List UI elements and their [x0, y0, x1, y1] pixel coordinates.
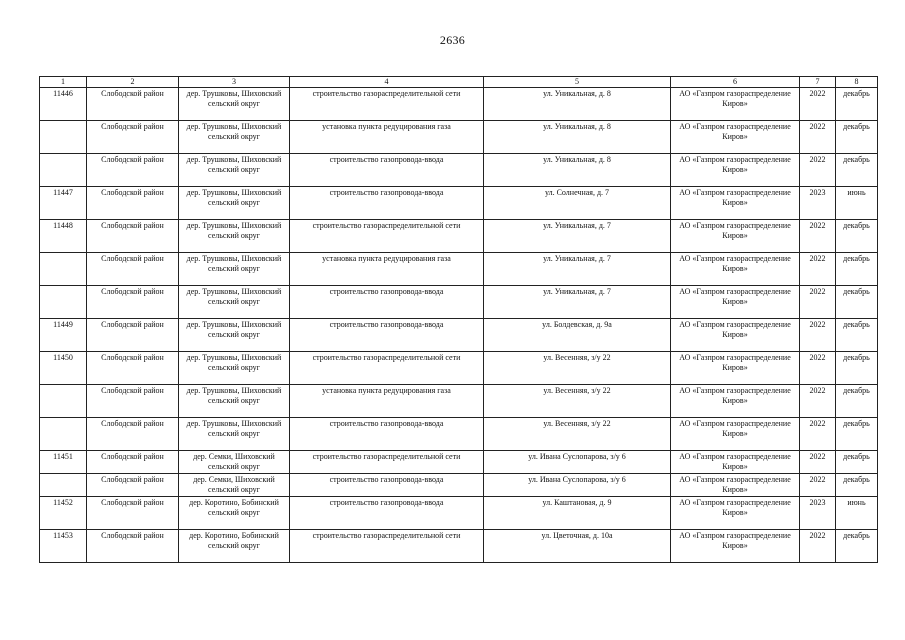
district-cell: Слободской район [87, 154, 179, 187]
table-row [40, 473, 878, 496]
month-cell: декабрь [836, 154, 878, 187]
district-cell: Слободской район [87, 529, 179, 562]
month-cell: декабрь [836, 529, 878, 562]
organization-cell: АО «Газпром газораспределение Киров» [671, 286, 800, 319]
object-number-cell: 11451 [40, 451, 87, 474]
work-type-cell: строительство газораспределительной сети [290, 529, 484, 562]
table-row [40, 496, 878, 529]
organization-cell: АО «Газпром газораспределение Киров» [671, 88, 800, 121]
settlement-cell: дер. Семки, Шиховский сельский округ [179, 473, 290, 496]
table-row [40, 418, 878, 451]
address-cell: ул. Уникальная, д. 7 [484, 220, 671, 253]
table-row [40, 352, 878, 385]
address-cell: ул. Каштановая, д. 9 [484, 496, 671, 529]
organization-cell: АО «Газпром газораспределение Киров» [671, 451, 800, 474]
object-number-cell: 11453 [40, 529, 87, 562]
organization-cell: АО «Газпром газораспределение Киров» [671, 121, 800, 154]
table-row [40, 121, 878, 154]
month-cell: декабрь [836, 451, 878, 474]
work-type-cell: строительство газораспределительной сети [290, 88, 484, 121]
table-row [40, 451, 878, 474]
settlement-cell: дер. Трушковы, Шиховский сельский округ [179, 220, 290, 253]
year-cell: 2022 [800, 385, 836, 418]
column-header: 5 [484, 77, 671, 88]
address-cell: ул. Уникальная, д. 7 [484, 253, 671, 286]
month-cell: декабрь [836, 385, 878, 418]
object-number-cell [40, 418, 87, 451]
month-cell: декабрь [836, 88, 878, 121]
year-cell: 2022 [800, 88, 836, 121]
table-body [40, 88, 878, 563]
district-cell: Слободской район [87, 418, 179, 451]
month-cell: июнь [836, 187, 878, 220]
organization-cell: АО «Газпром газораспределение Киров» [671, 154, 800, 187]
year-cell: 2023 [800, 187, 836, 220]
work-type-cell: установка пункта редуцирования газа [290, 121, 484, 154]
year-cell: 2022 [800, 154, 836, 187]
table-row [40, 154, 878, 187]
work-type-cell: строительство газопровода-ввода [290, 496, 484, 529]
organization-cell: АО «Газпром газораспределение Киров» [671, 253, 800, 286]
settlement-cell: дер. Трушковы, Шиховский сельский округ [179, 88, 290, 121]
organization-cell: АО «Газпром газораспределение Киров» [671, 220, 800, 253]
address-cell: ул. Цветочная, д. 10а [484, 529, 671, 562]
settlement-cell: дер. Трушковы, Шиховский сельский округ [179, 352, 290, 385]
organization-cell: АО «Газпром газораспределение Киров» [671, 418, 800, 451]
address-cell: ул. Весенняя, з/у 22 [484, 352, 671, 385]
table-row [40, 319, 878, 352]
table-row [40, 286, 878, 319]
year-cell: 2022 [800, 529, 836, 562]
month-cell: декабрь [836, 319, 878, 352]
table-row [40, 187, 878, 220]
address-cell: ул. Болдевская, д. 9а [484, 319, 671, 352]
organization-cell: АО «Газпром газораспределение Киров» [671, 385, 800, 418]
settlement-cell: дер. Трушковы, Шиховский сельский округ [179, 121, 290, 154]
year-cell: 2022 [800, 451, 836, 474]
work-type-cell: строительство газораспределительной сети [290, 352, 484, 385]
month-cell: июнь [836, 496, 878, 529]
address-cell: ул. Ивана Суслопарова, з/у 6 [484, 473, 671, 496]
work-type-cell: строительство газопровода-ввода [290, 286, 484, 319]
year-cell: 2023 [800, 496, 836, 529]
month-cell: декабрь [836, 352, 878, 385]
address-cell: ул. Уникальная, д. 8 [484, 88, 671, 121]
table-row [40, 385, 878, 418]
year-cell: 2022 [800, 220, 836, 253]
district-cell: Слободской район [87, 286, 179, 319]
address-cell: ул. Уникальная, д. 8 [484, 121, 671, 154]
object-number-cell: 11446 [40, 88, 87, 121]
settlement-cell: дер. Семки, Шиховский сельский округ [179, 451, 290, 474]
object-number-cell [40, 121, 87, 154]
year-cell: 2022 [800, 253, 836, 286]
work-type-cell: строительство газопровода-ввода [290, 473, 484, 496]
district-cell: Слободской район [87, 473, 179, 496]
column-header: 1 [40, 77, 87, 88]
object-number-cell: 11452 [40, 496, 87, 529]
address-cell: ул. Уникальная, д. 8 [484, 154, 671, 187]
month-cell: декабрь [836, 418, 878, 451]
work-type-cell: строительство газораспределительной сети [290, 220, 484, 253]
month-cell: декабрь [836, 253, 878, 286]
district-cell: Слободской район [87, 319, 179, 352]
district-cell: Слободской район [87, 352, 179, 385]
table-row [40, 88, 878, 121]
organization-cell: АО «Газпром газораспределение Киров» [671, 187, 800, 220]
object-number-cell [40, 385, 87, 418]
table-row [40, 220, 878, 253]
settlement-cell: дер. Коротино, Бобинский сельский округ [179, 529, 290, 562]
register-table [39, 76, 878, 563]
work-type-cell: строительство газопровода-ввода [290, 319, 484, 352]
object-number-cell: 11450 [40, 352, 87, 385]
district-cell: Слободской район [87, 187, 179, 220]
settlement-cell: дер. Коротино, Бобинский сельский округ [179, 496, 290, 529]
object-number-cell: 11448 [40, 220, 87, 253]
column-header: 4 [290, 77, 484, 88]
organization-cell: АО «Газпром газораспределение Киров» [671, 496, 800, 529]
address-cell: ул. Солнечная, д. 7 [484, 187, 671, 220]
district-cell: Слободской район [87, 451, 179, 474]
month-cell: декабрь [836, 286, 878, 319]
column-header: 3 [179, 77, 290, 88]
object-number-cell [40, 154, 87, 187]
work-type-cell: установка пункта редуцирования газа [290, 253, 484, 286]
district-cell: Слободской район [87, 253, 179, 286]
district-cell: Слободской район [87, 88, 179, 121]
month-cell: декабрь [836, 121, 878, 154]
object-number-cell [40, 286, 87, 319]
column-header: 6 [671, 77, 800, 88]
address-cell: ул. Ивана Суслопарова, з/у 6 [484, 451, 671, 474]
object-number-cell [40, 253, 87, 286]
work-type-cell: строительство газораспределительной сети [290, 451, 484, 474]
settlement-cell: дер. Трушковы, Шиховский сельский округ [179, 187, 290, 220]
organization-cell: АО «Газпром газораспределение Киров» [671, 473, 800, 496]
year-cell: 2022 [800, 121, 836, 154]
district-cell: Слободской район [87, 121, 179, 154]
column-header: 7 [800, 77, 836, 88]
address-cell: ул. Весенняя, з/у 22 [484, 418, 671, 451]
object-number-cell: 11447 [40, 187, 87, 220]
settlement-cell: дер. Трушковы, Шиховский сельский округ [179, 154, 290, 187]
district-cell: Слободской район [87, 220, 179, 253]
month-cell: декабрь [836, 473, 878, 496]
year-cell: 2022 [800, 418, 836, 451]
organization-cell: АО «Газпром газораспределение Киров» [671, 529, 800, 562]
organization-cell: АО «Газпром газораспределение Киров» [671, 319, 800, 352]
year-cell: 2022 [800, 319, 836, 352]
address-cell: ул. Уникальная, д. 7 [484, 286, 671, 319]
work-type-cell: строительство газопровода-ввода [290, 154, 484, 187]
year-cell: 2022 [800, 473, 836, 496]
address-cell: ул. Весенняя, з/у 22 [484, 385, 671, 418]
month-cell: декабрь [836, 220, 878, 253]
district-cell: Слободской район [87, 385, 179, 418]
district-cell: Слободской район [87, 496, 179, 529]
column-header: 2 [87, 77, 179, 88]
year-cell: 2022 [800, 352, 836, 385]
year-cell: 2022 [800, 286, 836, 319]
table-row [40, 529, 878, 562]
object-number-cell: 11449 [40, 319, 87, 352]
work-type-cell: строительство газопровода-ввода [290, 418, 484, 451]
table-row [40, 253, 878, 286]
settlement-cell: дер. Трушковы, Шиховский сельский округ [179, 319, 290, 352]
settlement-cell: дер. Трушковы, Шиховский сельский округ [179, 418, 290, 451]
object-number-cell [40, 473, 87, 496]
page-number: 2636 [439, 33, 466, 47]
organization-cell: АО «Газпром газораспределение Киров» [671, 352, 800, 385]
settlement-cell: дер. Трушковы, Шиховский сельский округ [179, 286, 290, 319]
work-type-cell: установка пункта редуцирования газа [290, 385, 484, 418]
table-header-row [40, 77, 878, 88]
work-type-cell: строительство газопровода-ввода [290, 187, 484, 220]
settlement-cell: дер. Трушковы, Шиховский сельский округ [179, 253, 290, 286]
settlement-cell: дер. Трушковы, Шиховский сельский округ [179, 385, 290, 418]
column-header: 8 [836, 77, 878, 88]
